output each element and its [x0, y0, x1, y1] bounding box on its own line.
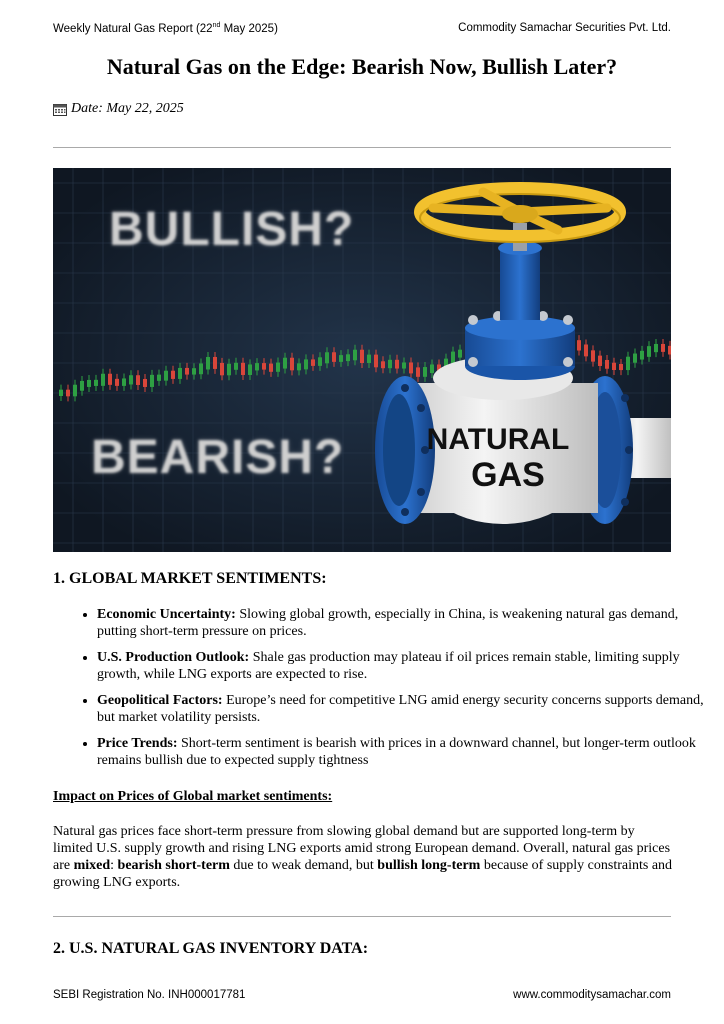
- candle-body: [367, 355, 371, 363]
- candle-body: [458, 350, 462, 358]
- candle-body: [213, 357, 217, 369]
- candle-body: [59, 390, 63, 396]
- candle-body: [626, 357, 630, 370]
- candle-body: [80, 381, 84, 391]
- candle-body: [122, 378, 126, 385]
- company-name: Commodity Samachar Securities Pvt. Ltd.: [458, 22, 671, 34]
- list-item: • U.S. Production Outlook: Shale gas production may plateau if oil prices remain stable, limiting supply growth, while LNG exports are expected to rise.: [97, 649, 717, 683]
- candle-body: [248, 364, 252, 375]
- candle-body: [171, 371, 175, 379]
- candle-body: [325, 352, 329, 363]
- candle-body: [339, 355, 343, 362]
- candle-body: [276, 363, 280, 372]
- candle-body: [360, 350, 364, 363]
- candle-body: [66, 390, 70, 397]
- candle-body: [640, 351, 644, 360]
- date-text: Date: May 22, 2025: [71, 101, 184, 116]
- section1-heading: 1. GLOBAL MARKET SENTIMENTS:: [53, 570, 327, 587]
- candle-body: [220, 363, 224, 375]
- candle-body: [353, 350, 357, 361]
- candle-body: [255, 363, 259, 370]
- candle-body: [598, 356, 602, 366]
- candle-body: [129, 375, 133, 384]
- candle-body: [73, 385, 77, 397]
- page-footer: [53, 989, 671, 1001]
- candle-body: [206, 357, 210, 369]
- candle-body: [297, 363, 301, 370]
- candle-body: [94, 380, 98, 386]
- candle-body: [402, 362, 406, 368]
- candle-body: [591, 350, 595, 361]
- candle-body: [290, 358, 294, 371]
- page-header: [53, 22, 671, 35]
- candle-body: [584, 344, 588, 356]
- list-item: • Price Trends: Short-term sentiment is bearish with prices in a downward channel, but longer-term outlook remains bullish due to expected supply tightness: [97, 735, 717, 769]
- candle-body: [115, 379, 119, 386]
- candle-body: [647, 346, 651, 357]
- candle-body: [262, 363, 266, 370]
- bearish-text: BEARISH?: [91, 431, 345, 484]
- report-date: [53, 101, 184, 117]
- candle-body: [87, 380, 91, 387]
- candle-body: [318, 357, 322, 366]
- page-title: Natural Gas on the Edge: Bearish Now, Bullish Later?: [106, 54, 618, 79]
- list-item: • Economic Uncertainty: Slowing global growth, especially in China, is weakening natural gas demand, putting short-term pressure on prices.: [97, 606, 717, 640]
- candle-body: [269, 364, 273, 372]
- candle-body: [332, 352, 336, 362]
- impact-paragraph: Natural gas prices face short-term pressure from slowing global demand but are supported long-term by limited U.S. supply growth and rising LNG exports amid strong European demand. Overall, natural gas prices are mixed: bearish short-term due to weak demand, but bullish long-term because of supply constraints and growing LNG exports.: [53, 824, 673, 890]
- calendar-icon: [53, 103, 67, 116]
- candle-body: [227, 364, 231, 376]
- candle-body: [661, 344, 665, 352]
- candle-body: [612, 363, 616, 370]
- candle-body: [605, 360, 609, 369]
- candle-body: [423, 367, 427, 377]
- report-title-header: Weekly Natural Gas Report (22nd May 2025): [53, 22, 278, 35]
- pipe-label-line2: GAS: [471, 456, 545, 494]
- divider: [53, 147, 671, 148]
- candle-body: [346, 354, 350, 361]
- candle-body: [108, 374, 112, 385]
- candle-body: [178, 368, 182, 379]
- candle-body: [304, 359, 308, 369]
- candle-body: [381, 361, 385, 368]
- candle-body: [199, 363, 203, 374]
- sentiment-list: [53, 606, 717, 778]
- candle-body: [416, 367, 420, 376]
- list-item: • Geopolitical Factors: Europe’s need for competitive LNG amid energy security concerns supports demand, but market volatility persists.: [97, 692, 717, 726]
- hero-image: [53, 168, 671, 552]
- candle-body: [374, 355, 378, 368]
- impact-heading: Impact on Prices of Global market sentiments:: [53, 789, 333, 804]
- website-url: www.commoditysamachar.com: [513, 989, 671, 1001]
- candle-body: [619, 364, 623, 370]
- divider: [53, 916, 671, 917]
- candle-body: [157, 375, 161, 381]
- candle-body: [311, 359, 315, 365]
- sebi-registration: SEBI Registration No. INH000017781: [53, 989, 246, 1001]
- candle-body: [654, 344, 658, 352]
- candle-body: [143, 379, 147, 387]
- section2-heading: 2. U.S. NATURAL GAS INVENTORY DATA:: [53, 940, 369, 957]
- candle-body: [164, 371, 168, 381]
- candle-body: [192, 368, 196, 374]
- candle-body: [409, 362, 413, 373]
- candle-body: [388, 360, 392, 368]
- candle-body: [150, 375, 154, 387]
- candle-body: [395, 360, 399, 369]
- candle-body: [430, 364, 434, 373]
- candle-body: [283, 358, 287, 369]
- candle-body: [633, 354, 637, 363]
- candle-body: [185, 368, 189, 375]
- candle-body: [241, 363, 245, 375]
- pipe-label-line1: NATURAL: [426, 423, 570, 456]
- candle-body: [101, 374, 105, 386]
- candle-body: [234, 363, 238, 370]
- candle-body: [136, 375, 140, 385]
- bullish-text: BULLISH?: [109, 203, 355, 256]
- candle-body: [668, 346, 671, 355]
- candle-body: [577, 340, 581, 350]
